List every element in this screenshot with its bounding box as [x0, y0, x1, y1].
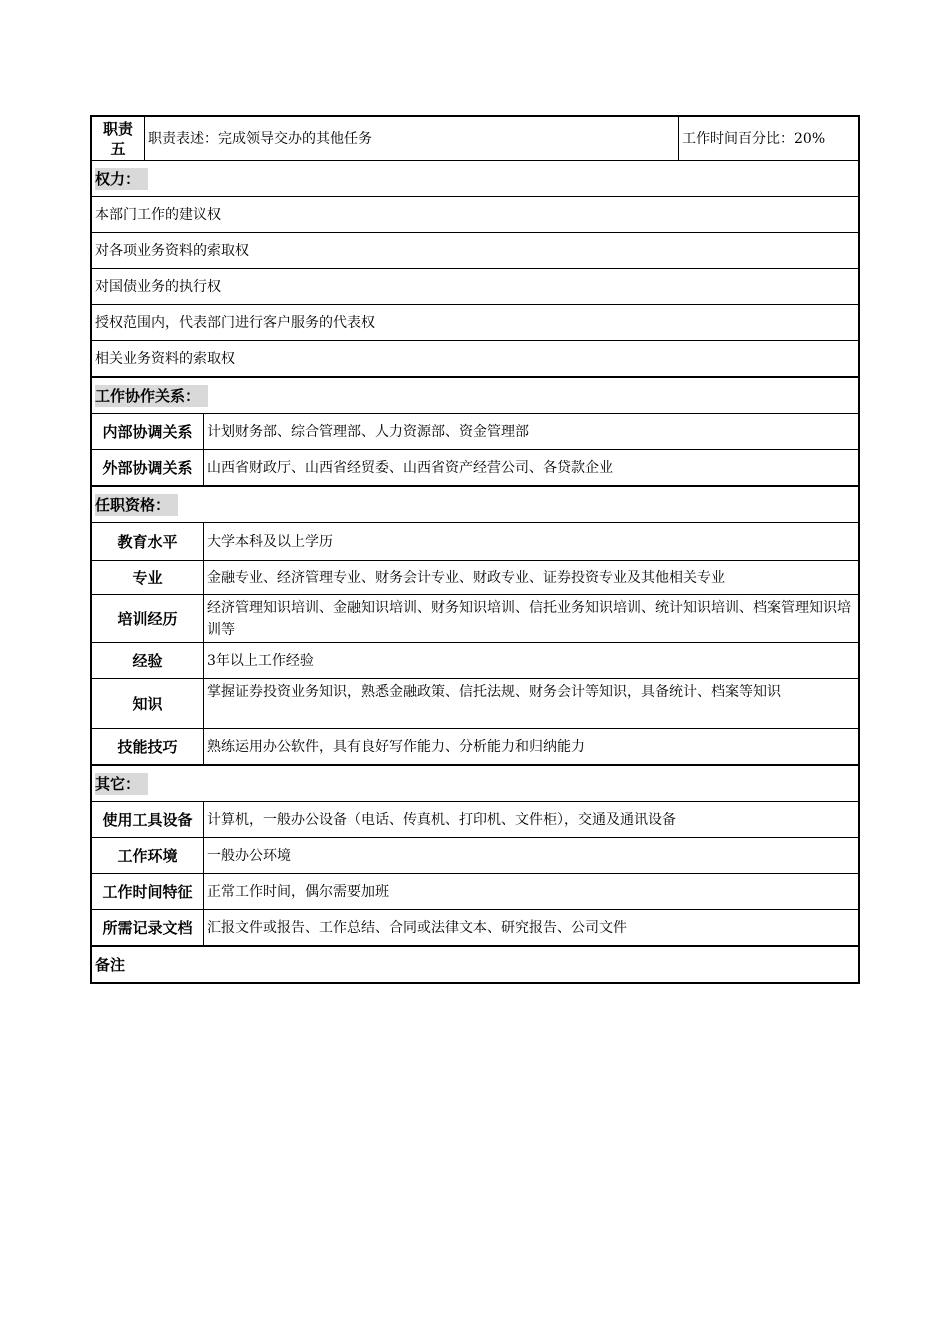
relations-row-internal [90, 414, 860, 450]
remarks-heading: 备注 [95, 955, 126, 974]
authority-item-text: 授权范围内，代表部门进行客户服务的代表权 [95, 314, 375, 331]
qualification-value: 金融专业、经济管理专业、财务会计专业、财政专业、证券投资专业及其他相关专业 [203, 561, 858, 594]
qualification-row-major [90, 561, 860, 595]
authority-heading: 权力： [95, 168, 148, 190]
authority-item [90, 305, 860, 341]
relations-value: 山西省财政厅、山西省经贸委、山西省资产经营公司、各贷款企业 [203, 450, 858, 485]
relations-label: 内部协调关系 [102, 422, 193, 441]
duty-time-percent: 工作时间百分比：20% [678, 117, 858, 160]
qualification-value: 经济管理知识培训、金融知识培训、财务知识培训、信托业务知识培训、统计知识培训、档案管理知识培训等 [203, 595, 858, 642]
qualification-label: 知识 [132, 694, 163, 713]
job-description-table [90, 115, 860, 984]
qualification-value: 掌握证券投资业务知识，熟悉金融政策、信托法规、财务会计等知识，具备统计、档案等知识 [203, 679, 858, 728]
duty-description: 职责表述：完成领导交办的其他任务 [144, 117, 678, 160]
qualification-value: 熟练运用办公软件，具有良好写作能力、分析能力和归纳能力 [203, 729, 858, 764]
qualification-row-knowledge [90, 679, 860, 729]
other-heading: 其它： [95, 773, 148, 795]
other-row-environment [90, 838, 860, 874]
relations-value: 计划财务部、综合管理部、人力资源部、资金管理部 [203, 414, 858, 449]
other-heading-row [90, 766, 860, 802]
other-row-tools [90, 802, 860, 838]
other-value: 正常工作时间，偶尔需要加班 [203, 874, 858, 909]
authority-heading-row [90, 161, 860, 197]
other-value: 计算机，一般办公设备（电话、传真机、打印机、文件柜），交通及通讯设备 [203, 802, 858, 837]
qualifications-heading-row [90, 487, 860, 523]
qualifications-heading: 任职资格： [95, 494, 178, 516]
authority-item [90, 197, 860, 233]
authority-item [90, 341, 860, 378]
relations-label: 外部协调关系 [102, 458, 193, 477]
authority-item-text: 对国债业务的执行权 [95, 278, 221, 295]
qualification-value: 大学本科及以上学历 [203, 523, 858, 560]
relations-row-external [90, 450, 860, 487]
remarks-row [90, 947, 860, 984]
qualification-row-skills [90, 729, 860, 766]
qualification-row-experience [90, 643, 860, 679]
qualification-label: 培训经历 [117, 609, 178, 628]
authority-item-text: 对各项业务资料的索取权 [95, 242, 249, 259]
qualification-label: 技能技巧 [117, 737, 178, 756]
qualification-label: 经验 [132, 651, 163, 670]
duty-row [90, 115, 860, 161]
other-value: 汇报文件或报告、工作总结、合同或法律文本、研究报告、公司文件 [203, 910, 858, 945]
authority-item-text: 本部门工作的建议权 [95, 206, 221, 223]
authority-item [90, 269, 860, 305]
authority-item [90, 233, 860, 269]
qualification-label: 教育水平 [117, 532, 178, 551]
other-label: 所需记录文档 [102, 918, 193, 937]
qualification-label: 专业 [132, 568, 163, 587]
other-row-documents [90, 910, 860, 947]
qualification-row-education [90, 523, 860, 561]
relations-heading: 工作协作关系： [95, 385, 208, 407]
other-label: 使用工具设备 [102, 810, 193, 829]
duty-label: 职责五 [102, 119, 133, 158]
other-value: 一般办公环境 [203, 838, 858, 873]
qualification-row-training [90, 595, 860, 643]
authority-item-text: 相关业务资料的索取权 [95, 350, 235, 367]
relations-heading-row [90, 378, 860, 414]
qualification-value: 3年以上工作经验 [203, 643, 858, 678]
other-label: 工作时间特征 [102, 882, 193, 901]
other-row-work-time [90, 874, 860, 910]
other-label: 工作环境 [117, 846, 178, 865]
